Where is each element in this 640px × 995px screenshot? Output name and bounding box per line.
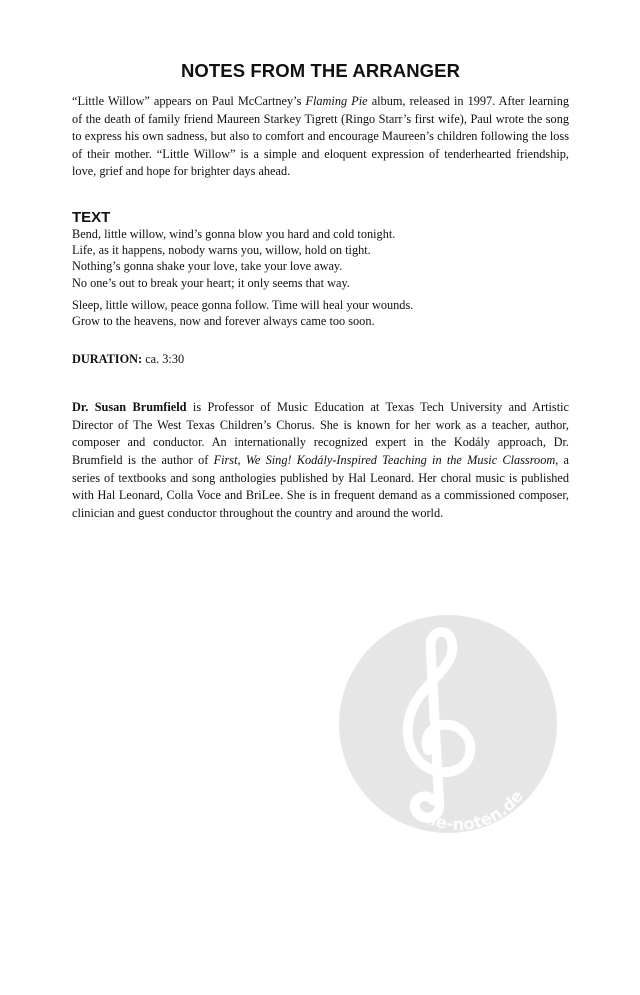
bio-name: Dr. Susan Brumfield [72,400,187,415]
watermark-logo [339,615,557,833]
duration-value: ca. 3:30 [142,352,185,367]
lyrics-stanza-2 [72,297,569,329]
lyric-line: Grow to the heavens, now and forever always came too soon. [72,313,375,328]
text-heading: TEXT [72,208,111,226]
lyric-line: Bend, little willow, wind’s gonna blow you hard and cold tonight. [72,226,396,241]
document-page [72,60,569,522]
watermark-text: alle-noten.de [412,786,527,833]
intro-text-start: “Little Willow” appears on Paul McCartney’s [72,94,306,108]
book-title: First, We Sing! Kodály-Inspired Teaching in the Music Classroom [213,452,556,467]
duration-line [72,351,569,367]
lyric-line: Nothing’s gonna shake your love, take your love away. [72,259,343,274]
intro-paragraph [72,93,569,181]
lyric-line: No one’s out to break your heart; it only seems that way. [72,275,350,290]
lyrics-stanza-1 [72,226,569,291]
bio-text-end: , a series of textbooks and song anthologies published by Hal Leonard. Her choral music is published with Hal Leonard, Colla Voce and BriLee. She is in frequent demand as a commissioned composer, clinician and guest conductor throughout the country and around the world. [72,452,569,520]
intro-text-end: album, released in 1997. After learning of the death of family friend Maureen Starkey Tigrett (Ringo Starr’s first wife), Paul wrote the song to express his own sadness, but also to comfort and encourage Maureen’s children following the loss of their mother. “Little Willow” is a simple and eloquent expression of tenderhearted friendship, love, grief and hope for brighter days ahead. [72,94,569,179]
lyric-line: Sleep, little willow, peace gonna follow. Time will heal your wounds. [72,297,414,312]
lyric-line: Life, as it happens, nobody warns you, willow, hold on tight. [72,243,371,258]
bio-text-start: is Professor of Music Education at Texas Tech University and Artistic Director of The West Texas Children’s Chorus. She is known for her work as a teacher, author, composer and conductor. An internationally recognized expert in the Kodály approach, Dr. Brumfield is the author of [72,400,569,467]
duration-label: DURATION: [72,352,143,367]
bio-paragraph [72,399,569,522]
album-title: Flaming Pie [305,94,368,108]
page-title: NOTES FROM THE ARRANGER [180,60,461,81]
